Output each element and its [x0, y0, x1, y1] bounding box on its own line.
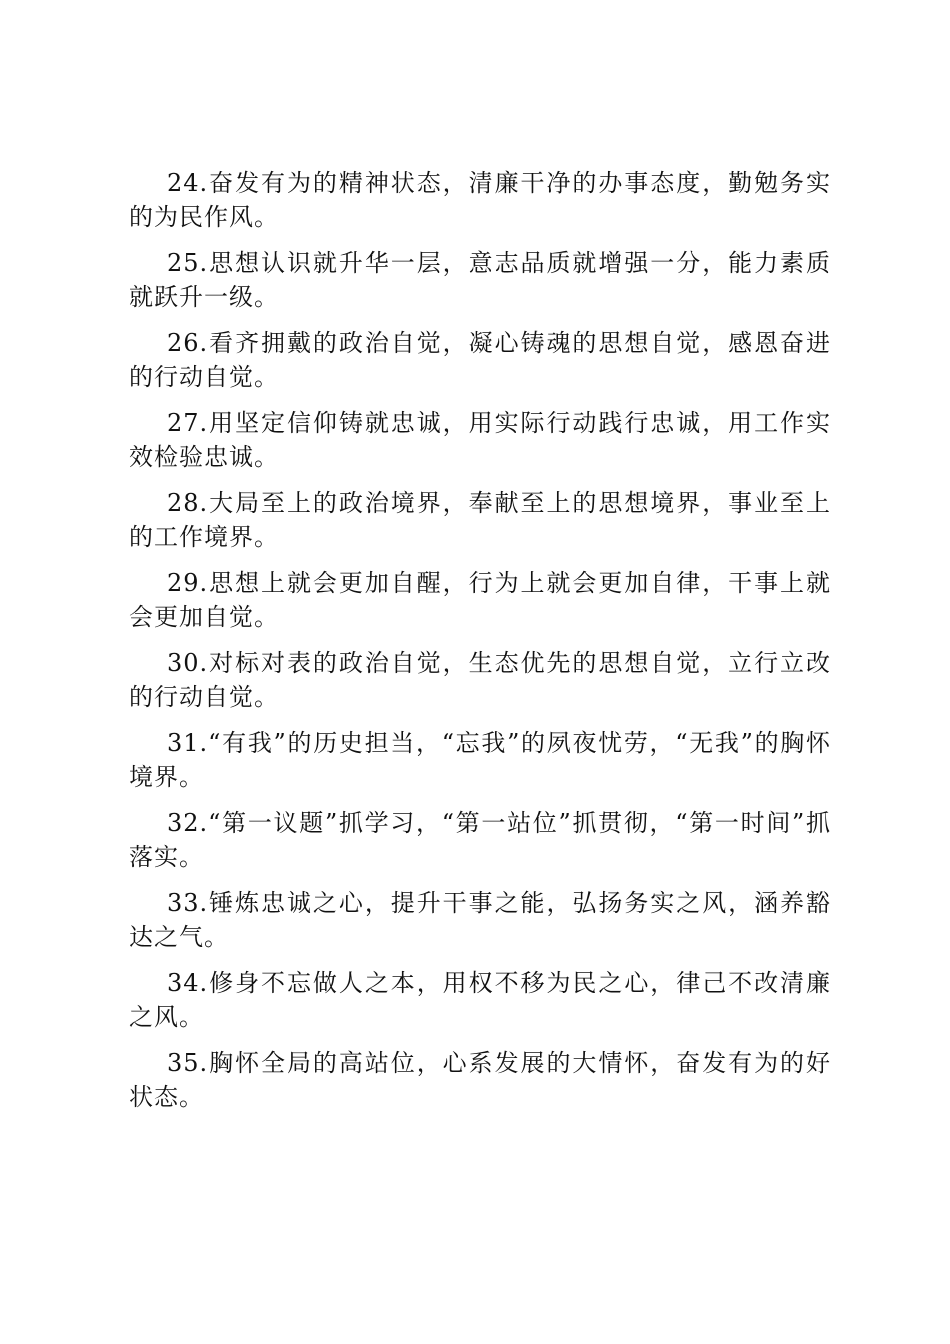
paragraph-27: 27.用坚定信仰铸就忠诚，用实际行动践行忠诚，用工作实效检验忠诚。 — [129, 409, 831, 471]
paragraph-28: 28.大局至上的政治境界，奉献至上的思想境界，事业至上的工作境界。 — [129, 489, 831, 551]
paragraph-26: 26.看齐拥戴的政治自觉，凝心铸魂的思想自觉，感恩奋进的行动自觉。 — [129, 329, 831, 391]
paragraph-31: 31.“有我”的历史担当，“忘我”的夙夜忧劳，“无我”的胸怀境界。 — [129, 729, 831, 791]
paragraph-33: 33.锤炼忠诚之心，提升干事之能，弘扬务实之风，涵养豁达之气。 — [129, 889, 831, 951]
paragraph-29: 29.思想上就会更加自醒，行为上就会更加自律，干事上就会更加自觉。 — [129, 569, 831, 631]
document-body — [129, 166, 831, 1126]
paragraph-25: 25.思想认识就升华一层，意志品质就增强一分，能力素质就跃升一级。 — [129, 249, 831, 311]
paragraph-32: 32.“第一议题”抓学习，“第一站位”抓贯彻，“第一时间”抓落实。 — [129, 809, 831, 871]
paragraph-35: 35.胸怀全局的高站位，心系发展的大情怀，奋发有为的好状态。 — [129, 1049, 831, 1111]
paragraph-30: 30.对标对表的政治自觉，生态优先的思想自觉，立行立改的行动自觉。 — [129, 649, 831, 711]
paragraph-34: 34.修身不忘做人之本，用权不移为民之心，律己不改清廉之风。 — [129, 969, 831, 1031]
paragraph-24: 24.奋发有为的精神状态，清廉干净的办事态度，勤勉务实的为民作风。 — [129, 169, 831, 231]
